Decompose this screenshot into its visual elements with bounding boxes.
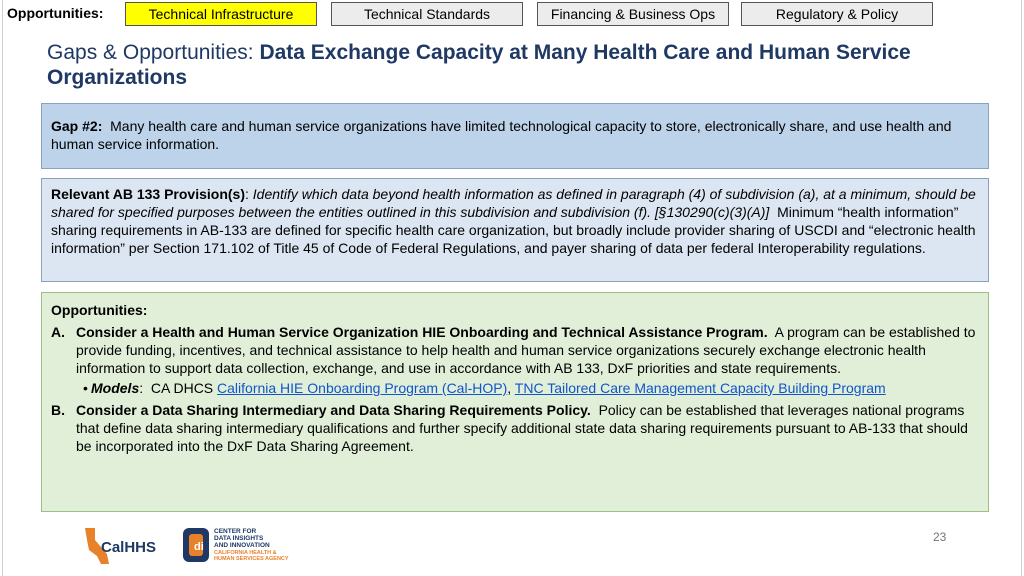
models-label: Models (91, 380, 140, 396)
opportunity-b-marker: B. (51, 402, 65, 418)
cdii-line1: CENTER FOR (214, 528, 257, 535)
tnc-link[interactable]: TNC Tailored Care Management Capacity Building Program (514, 380, 886, 396)
tab-regulatory-policy[interactable]: Regulatory & Policy (741, 2, 933, 26)
provision-label: Relevant AB 133 Provision(s) (51, 186, 245, 202)
gap-label: Gap #2: (51, 118, 103, 134)
gap-text: Many health care and human service organizations have limited technological capacity to store, electronically share, and use health and human service information. (51, 118, 952, 152)
footer (3, 520, 1023, 576)
opportunities-heading: Opportunities: (51, 302, 148, 318)
page-number: 23 (933, 530, 947, 544)
opportunity-a (51, 323, 979, 377)
calhhs-logo (81, 524, 173, 568)
opportunities-nav (3, 0, 1023, 28)
cal-hop-link[interactable]: California HIE Onboarding Program (Cal-HOP) (217, 380, 508, 396)
tab-financing-business-ops[interactable]: Financing & Business Ops (537, 2, 729, 26)
provision-italic: Identify which data beyond health information as defined in paragraph (4) of subdivision (a), at a minimum, should be shared for specified purposes between the entities outlined in this subdivision and subdivision (f). [§130290(c)(3)(A)] (51, 186, 976, 220)
title-prefix: Gaps & Opportunities: (47, 41, 260, 64)
tab-technical-infrastructure[interactable]: Technical Infrastructure (125, 2, 317, 26)
bullet-icon: • (83, 380, 88, 396)
cdii-line2: DATA INSIGHTS (214, 535, 264, 542)
opportunity-b-text: Policy can be established that leverages national programs that define data sharing intermediary qualifications and further specify additional state data sharing requirements pursuant to AB-133 that should be incorporated into the DxF Data Sharing Agreement. (76, 402, 968, 454)
page-title (47, 40, 947, 90)
models-prefix: CA DHCS (150, 380, 214, 396)
opportunity-a-marker: A. (51, 324, 65, 340)
slide (2, 0, 1022, 576)
cdii-line4: CALIFORNIA HEALTH & (214, 550, 277, 556)
calhhs-text: CalHHS (101, 539, 157, 556)
opportunities-box (41, 292, 989, 512)
opportunity-b (51, 401, 979, 455)
tab-technical-standards[interactable]: Technical Standards (331, 2, 523, 26)
opportunity-b-title: Consider a Data Sharing Intermediary and Data Sharing Requirements Policy. (76, 402, 591, 418)
provision-text: Minimum “health information” sharing requirements in AB-133 are defined for specific health care organization, but broadly include provider sharing of USCDI and “electronic health information” per Section 171.102 of Title 45 of Code of Federal Regulations, and payer sharing of data per federal Interoperability regulations. (51, 204, 976, 256)
svg-text:di: di (194, 541, 204, 553)
title-bold: Data Exchange Capacity at Many Health Care and Human Service Organizations (47, 41, 911, 89)
nav-label: Opportunities: (7, 5, 104, 21)
gap-box (41, 103, 989, 169)
cdii-line3: AND INNOVATION (214, 542, 270, 549)
opportunity-a-title: Consider a Health and Human Service Organization HIE Onboarding and Technical Assistance Program. (76, 324, 768, 340)
opportunity-a-text: A program can be established to provide funding, incentives, and technical assistance to help health and human service organizations securely exchange electronic health information to support data collection, exchange, and use in accordance with AB 133, DxF priorities and state requirements. (76, 324, 976, 376)
provision-box: Relevant AB 133 Provision(s): Identify which data beyond health information as defined in paragraph (4) of subdivision (a), at a minimum, should be shared for specified purposes between the entities outlined in this subdivision and subdivision (f). [§130290(c)(3)(A)] Minimum “health information” sharing requirements in AB-133 are defined for specific health care organization, but broadly include provider sharing of USCDI and “electronic health information” per Section 171.102 of Title 45 of Code of Federal Regulations, and payer sharing of data per federal Interoperability regulations. (41, 178, 989, 282)
cdii-logo (181, 524, 311, 568)
models-bullet: • Models: CA DHCS California HIE Onboarding Program (Cal-HOP), TNC Tailored Care Management Capacity Building Program (83, 380, 886, 396)
cdii-line5: HUMAN SERVICES AGENCY (214, 556, 289, 562)
